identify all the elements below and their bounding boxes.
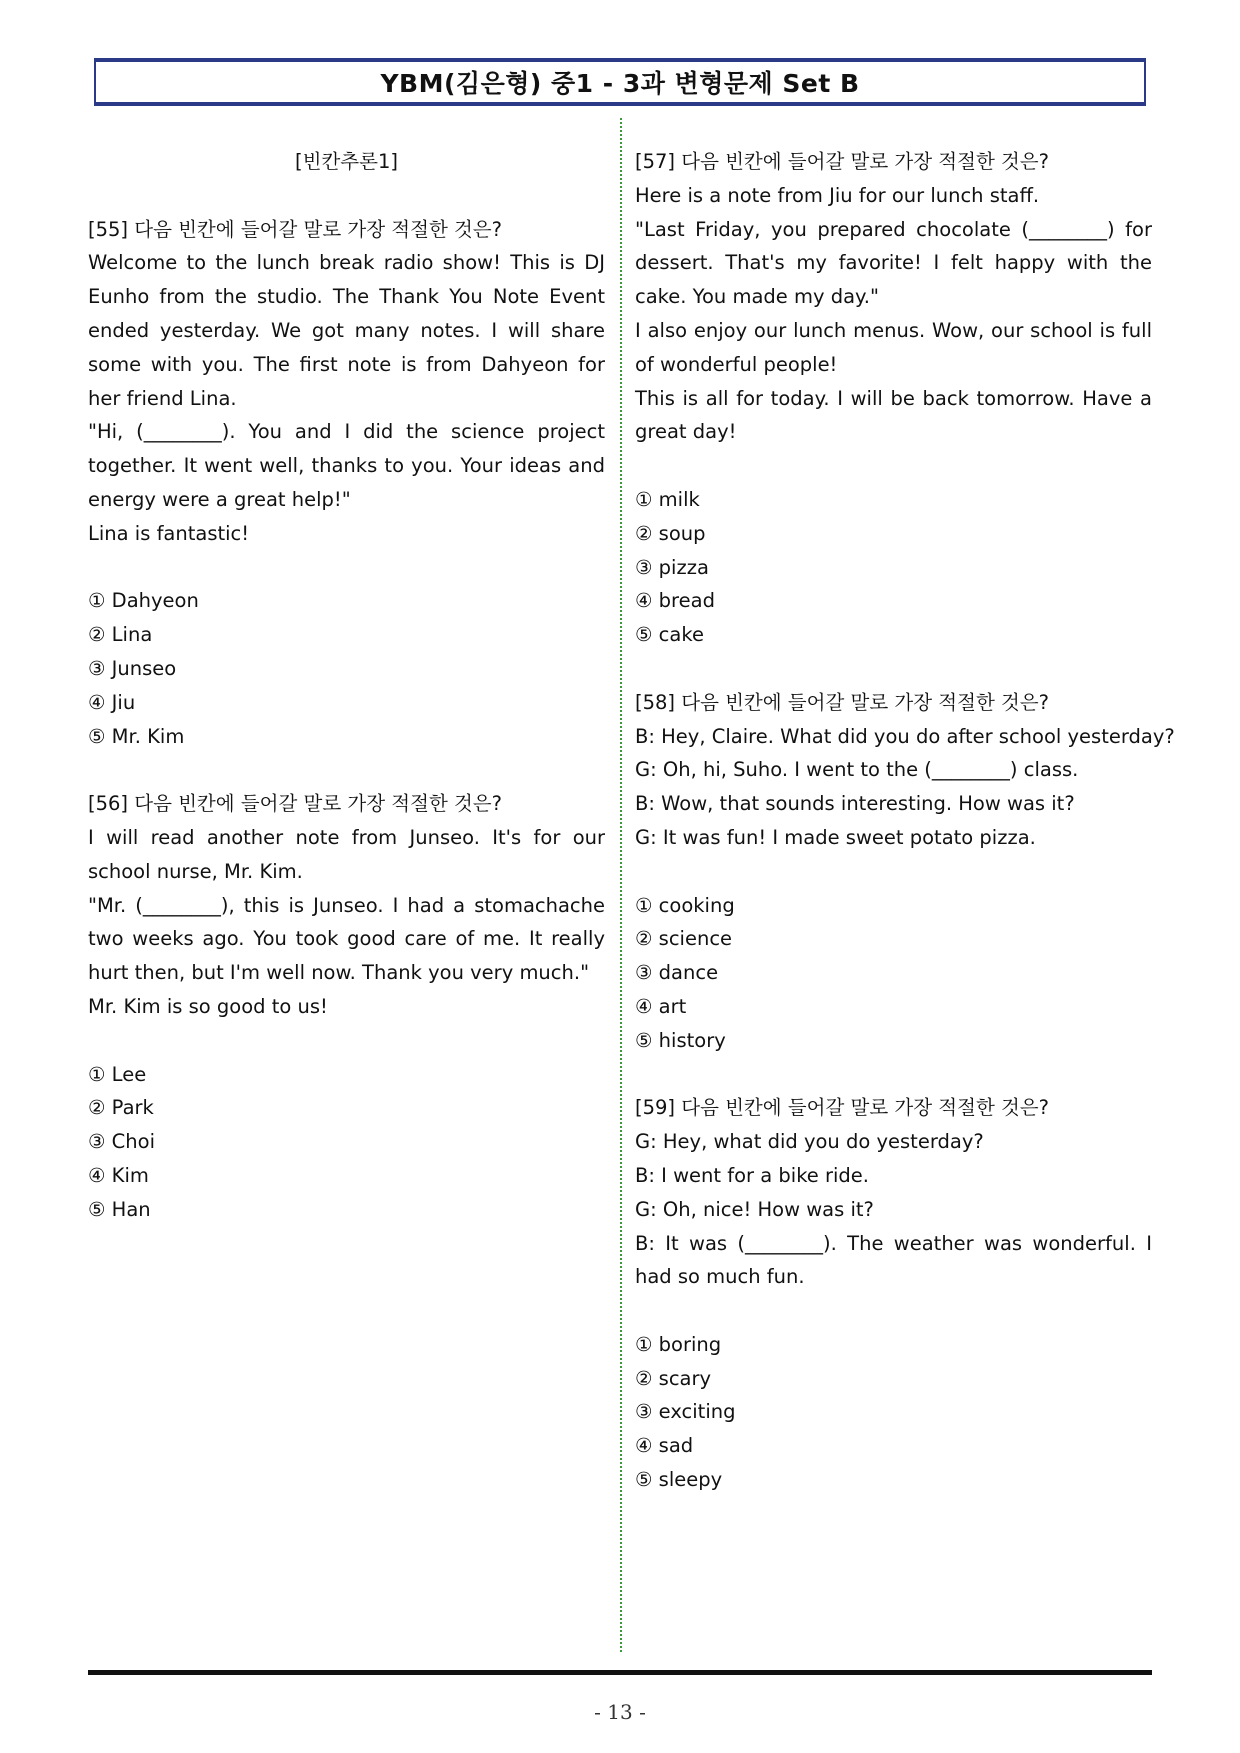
option-5[interactable]: ⑤ cake [635, 623, 704, 647]
question-55-closing: Lina is fantastic! [88, 521, 250, 545]
dialogue-line: B: Hey, Claire. What did you do after school yesterday? [635, 724, 1175, 748]
option-1[interactable]: ① cooking [635, 893, 735, 917]
option-2[interactable]: ② science [635, 927, 733, 951]
page-number: - 13 - [594, 1700, 646, 1724]
question-57-note: "Last Friday, you prepared chocolate (________) for dessert. That's my favorite! I felt happy with the cake. You made my day." [635, 217, 1152, 309]
option-1[interactable]: ① boring [635, 1332, 722, 1356]
title-box [94, 58, 1146, 106]
dialogue-line: G: It was fun! I made sweet potato pizza. [635, 825, 1036, 849]
option-2[interactable]: ② soup [635, 521, 706, 545]
question-55-heading: [55] 다음 빈칸에 들어갈 말로 가장 적절한 것은? [88, 217, 502, 241]
option-2[interactable]: ② Park [88, 1096, 154, 1120]
dialogue-line: G: Hey, what did you do yesterday? [635, 1130, 984, 1154]
question-59-heading: [59] 다음 빈칸에 들어갈 말로 가장 적절한 것은? [635, 1096, 1049, 1120]
option-4[interactable]: ④ sad [635, 1434, 694, 1458]
left-column [88, 145, 605, 1227]
right-column [635, 145, 1175, 1497]
dialogue-line: G: Oh, nice! How was it? [635, 1197, 874, 1221]
section-label: [빈칸추론1] [295, 150, 398, 173]
question-57-closing: This is all for today. I will be back tomorrow. Have a great day! [635, 386, 1152, 444]
option-2[interactable]: ② scary [635, 1366, 712, 1390]
question-57 [635, 145, 1152, 652]
dialogue-line: G: Oh, hi, Suho. I went to the (________) class. [635, 758, 1079, 782]
option-2[interactable]: ② Lina [88, 623, 153, 647]
question-57-heading: [57] 다음 빈칸에 들어갈 말로 가장 적절한 것은? [635, 150, 1049, 173]
option-3[interactable]: ③ dance [635, 961, 719, 985]
dialogue-line: B: It was (________). The weather was wonderful. I had so much fun. [635, 1231, 1152, 1289]
column-divider [620, 118, 622, 1652]
question-55-note: "Hi, (________). You and I did the science project together. It went well, thanks to you. Your ideas and energy were a great help!" [88, 420, 605, 511]
page-title: YBM(김은형) 중1 - 3과 변형문제 Set B [380, 69, 860, 98]
option-5[interactable]: ⑤ history [635, 1028, 726, 1052]
question-56-closing: Mr. Kim is so good to us! [88, 994, 328, 1018]
option-5[interactable]: ⑤ sleepy [635, 1468, 723, 1492]
question-57-comment: I also enjoy our lunch menus. Wow, our school is full of wonderful people! [635, 318, 1152, 376]
question-58-heading: [58] 다음 빈칸에 들어갈 말로 가장 적절한 것은? [635, 690, 1049, 714]
option-3[interactable]: ③ exciting [635, 1400, 736, 1424]
question-56-passage: I will read another note from Junseo. It's for our school nurse, Mr. Kim. [88, 825, 605, 883]
option-1[interactable]: ① milk [635, 487, 700, 511]
dialogue-line: B: Wow, that sounds interesting. How was it? [635, 792, 1075, 816]
question-57-passage: Here is a note from Jiu for our lunch staff. [635, 183, 1040, 207]
question-55-passage: Welcome to the lunch break radio show! This is DJ Eunho from the studio. The Thank You Note Event ended yesterday. We got many notes. I will share some with you. The first note is from Dahyeon for her friend Lina. [88, 251, 605, 410]
question-56-note: "Mr. (________), this is Junseo. I had a stomachache two weeks ago. You took good care of me. It really hurt then, but I'm well now. Thank you very much." [88, 893, 605, 985]
dialogue-line: B: I went for a bike ride. [635, 1163, 869, 1187]
option-1[interactable]: ① Dahyeon [88, 589, 199, 613]
option-4[interactable]: ④ art [635, 994, 687, 1018]
option-3[interactable]: ③ Junseo [88, 656, 177, 680]
question-59 [635, 1091, 1152, 1497]
footer-rule [88, 1670, 1152, 1675]
option-4[interactable]: ④ bread [635, 589, 715, 613]
question-55 [88, 213, 605, 754]
option-4[interactable]: ④ Kim [88, 1163, 149, 1187]
question-56 [88, 787, 605, 1226]
option-3[interactable]: ③ Choi [88, 1130, 156, 1154]
option-5[interactable]: ⑤ Han [88, 1197, 151, 1221]
option-1[interactable]: ① Lee [88, 1062, 147, 1086]
question-58 [635, 686, 1175, 1058]
question-56-heading: [56] 다음 빈칸에 들어갈 말로 가장 적절한 것은? [88, 792, 502, 816]
option-5[interactable]: ⑤ Mr. Kim [88, 724, 185, 748]
option-3[interactable]: ③ pizza [635, 555, 709, 579]
option-4[interactable]: ④ Jiu [88, 690, 136, 714]
